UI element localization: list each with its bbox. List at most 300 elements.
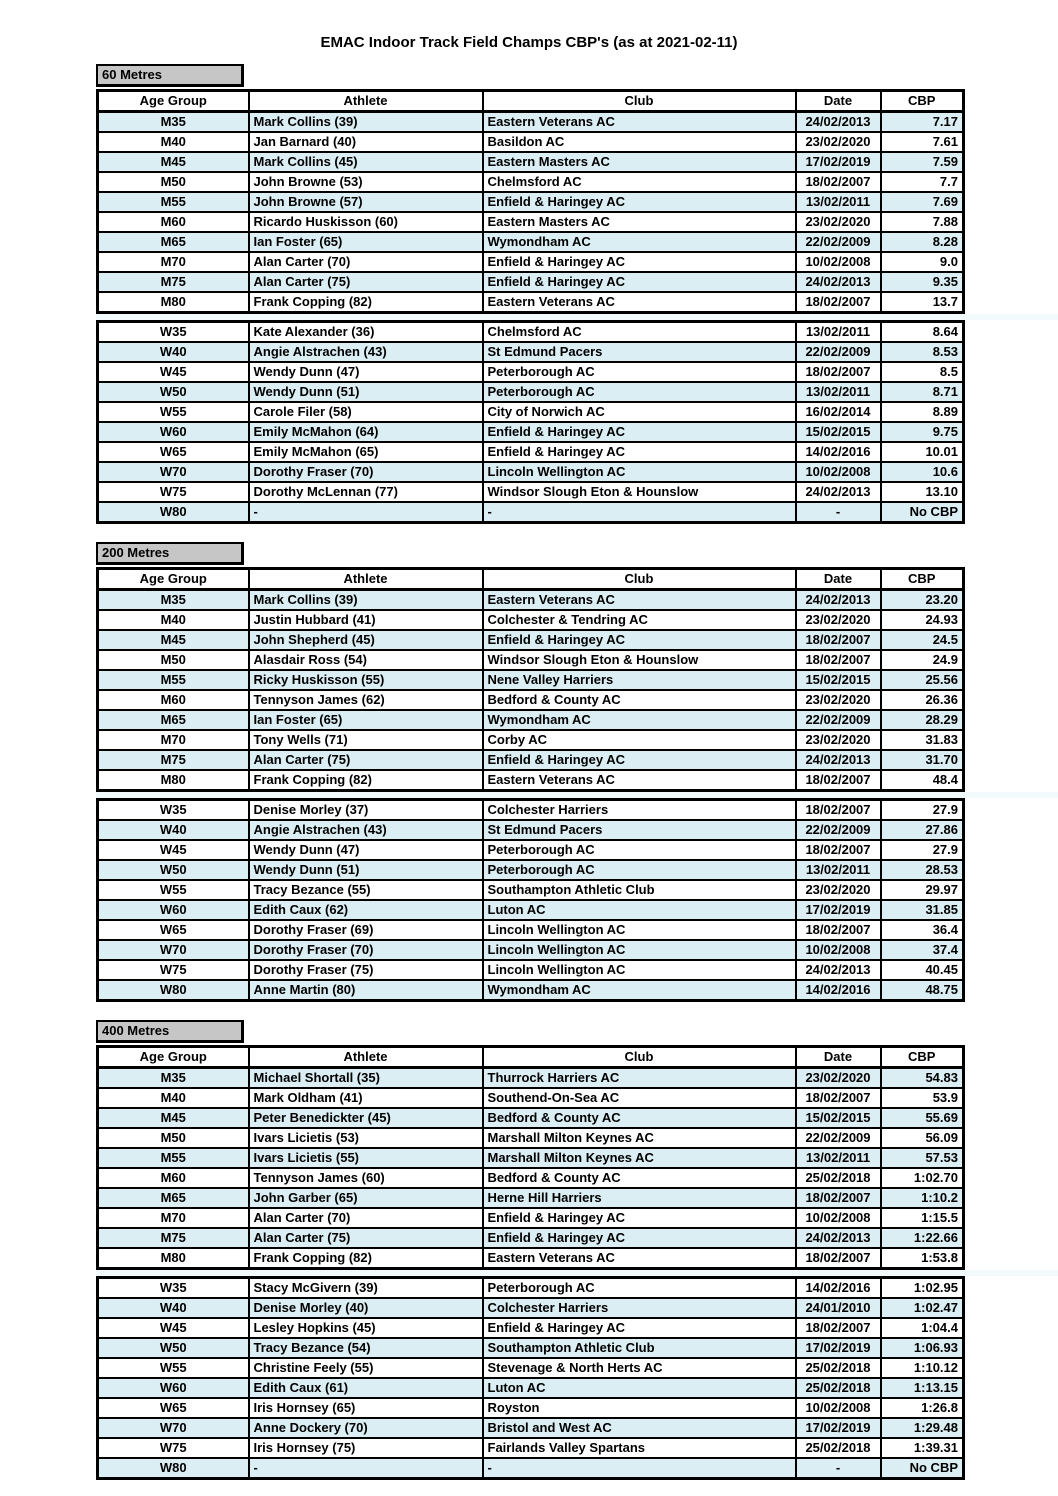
date-cell: 13/02/2011 (796, 382, 881, 402)
date-cell: 17/02/2019 (796, 1338, 881, 1358)
club-cell: Royston (483, 1398, 796, 1418)
date-cell: 23/02/2020 (796, 132, 881, 152)
cbp-cell: 56.09 (881, 1128, 964, 1148)
cbp-cell: 9.75 (881, 422, 964, 442)
club-cell: Colchester Harriers (483, 800, 796, 821)
table-row (98, 442, 964, 462)
athlete-cell: - (249, 1458, 483, 1479)
cbp-cell: 8.64 (881, 322, 964, 343)
table-row (98, 880, 964, 900)
cbp-cell: No CBP (881, 502, 964, 523)
date-cell: 23/02/2020 (796, 1068, 881, 1089)
men-records-table (96, 89, 965, 314)
age-group-cell: W60 (98, 1378, 249, 1398)
date-cell: 18/02/2007 (796, 650, 881, 670)
table-row (98, 1358, 964, 1378)
table-row (98, 610, 964, 630)
cbp-cell: 7.59 (881, 152, 964, 172)
athlete-cell: Denise Morley (37) (249, 800, 483, 821)
club-cell: Lincoln Wellington AC (483, 960, 796, 980)
cbp-cell: 25.56 (881, 670, 964, 690)
cbp-cell: 27.9 (881, 840, 964, 860)
cbp-cell: 24.5 (881, 630, 964, 650)
cbp-cell: 7.61 (881, 132, 964, 152)
club-cell: Enfield & Haringey AC (483, 272, 796, 292)
athlete-cell: John Garber (65) (249, 1188, 483, 1208)
cbp-cell: 1:39.31 (881, 1438, 964, 1458)
date-cell: 14/02/2016 (796, 1278, 881, 1299)
table-row (98, 630, 964, 650)
date-cell: 18/02/2007 (796, 292, 881, 313)
club-cell: Enfield & Haringey AC (483, 442, 796, 462)
date-cell: 15/02/2015 (796, 1108, 881, 1128)
table-row (98, 960, 964, 980)
date-cell: 10/02/2008 (796, 1398, 881, 1418)
cbp-cell: 31.83 (881, 730, 964, 750)
cbp-cell: 1:10.2 (881, 1188, 964, 1208)
club-cell: Bristol and West AC (483, 1418, 796, 1438)
date-cell: - (796, 1458, 881, 1479)
cbp-cell: 7.7 (881, 172, 964, 192)
club-cell: - (483, 502, 796, 523)
table-row (98, 112, 964, 133)
age-group-cell: W75 (98, 482, 249, 502)
age-group-cell: M35 (98, 1068, 249, 1089)
age-group-cell: W75 (98, 1438, 249, 1458)
cbp-cell: 1:53.8 (881, 1248, 964, 1269)
club-cell: Fairlands Valley Spartans (483, 1438, 796, 1458)
athlete-cell: Tennyson James (60) (249, 1168, 483, 1188)
date-cell: 24/02/2013 (796, 590, 881, 611)
cbp-cell: 1:02.70 (881, 1168, 964, 1188)
club-cell: Chelmsford AC (483, 172, 796, 192)
club-cell: Eastern Veterans AC (483, 292, 796, 313)
club-cell: Wymondham AC (483, 710, 796, 730)
cbp-cell: 48.75 (881, 980, 964, 1001)
age-group-cell: M60 (98, 690, 249, 710)
date-cell: 24/02/2013 (796, 272, 881, 292)
table-row (98, 770, 964, 791)
club-cell: Stevenage & North Herts AC (483, 1358, 796, 1378)
date-cell: 18/02/2007 (796, 770, 881, 791)
date-cell: 22/02/2009 (796, 232, 881, 252)
date-cell: 23/02/2020 (796, 690, 881, 710)
athlete-cell: Tennyson James (62) (249, 690, 483, 710)
cbp-cell: 27.9 (881, 800, 964, 821)
athlete-cell: Alan Carter (75) (249, 272, 483, 292)
age-group-cell: W70 (98, 940, 249, 960)
date-cell: 25/02/2018 (796, 1438, 881, 1458)
date-cell: 17/02/2019 (796, 152, 881, 172)
club-cell: Eastern Veterans AC (483, 112, 796, 133)
table-row (98, 462, 964, 482)
cbp-cell: 1:10.12 (881, 1358, 964, 1378)
athlete-cell: Kate Alexander (36) (249, 322, 483, 343)
event-section (96, 1020, 1058, 1480)
women-records-table (96, 798, 965, 1002)
table-row (98, 402, 964, 422)
age-group-cell: W65 (98, 920, 249, 940)
table-row (98, 382, 964, 402)
club-cell: Luton AC (483, 1378, 796, 1398)
athlete-cell: Tony Wells (71) (249, 730, 483, 750)
table-row (98, 172, 964, 192)
club-cell: Eastern Veterans AC (483, 1248, 796, 1269)
date-cell: 25/02/2018 (796, 1358, 881, 1378)
date-cell: 18/02/2007 (796, 1188, 881, 1208)
age-group-cell: W40 (98, 1298, 249, 1318)
date-cell: 14/02/2016 (796, 980, 881, 1001)
cbp-cell: 24.93 (881, 610, 964, 630)
table-row (98, 152, 964, 172)
cbp-cell: 40.45 (881, 960, 964, 980)
column-header: Age Group (98, 569, 249, 590)
club-cell: Marshall Milton Keynes AC (483, 1148, 796, 1168)
athlete-cell: Dorothy Fraser (69) (249, 920, 483, 940)
table-row (98, 820, 964, 840)
cbp-cell: 1:02.47 (881, 1298, 964, 1318)
club-cell: Bedford & County AC (483, 1168, 796, 1188)
club-cell: Marshall Milton Keynes AC (483, 1128, 796, 1148)
club-cell: Southampton Athletic Club (483, 1338, 796, 1358)
cbp-cell: 28.53 (881, 860, 964, 880)
age-group-cell: W40 (98, 820, 249, 840)
athlete-cell: Jan Barnard (40) (249, 132, 483, 152)
club-cell: Enfield & Haringey AC (483, 1318, 796, 1338)
club-cell: Windsor Slough Eton & Hounslow (483, 482, 796, 502)
table-row (98, 362, 964, 382)
age-group-cell: M55 (98, 670, 249, 690)
table-row (98, 670, 964, 690)
table-row (98, 1228, 964, 1248)
cbp-cell: 54.83 (881, 1068, 964, 1089)
athlete-cell: Wendy Dunn (47) (249, 840, 483, 860)
age-group-cell: M45 (98, 1108, 249, 1128)
table-row (98, 1318, 964, 1338)
club-cell: Peterborough AC (483, 840, 796, 860)
cbp-cell: 29.97 (881, 880, 964, 900)
date-cell: 10/02/2008 (796, 940, 881, 960)
club-cell: Eastern Masters AC (483, 152, 796, 172)
club-cell: Enfield & Haringey AC (483, 750, 796, 770)
club-cell: City of Norwich AC (483, 402, 796, 422)
cbp-cell: 31.85 (881, 900, 964, 920)
table-row (98, 272, 964, 292)
athlete-cell: John Browne (53) (249, 172, 483, 192)
age-group-cell: M55 (98, 192, 249, 212)
cbp-cell: 27.86 (881, 820, 964, 840)
age-group-cell: W35 (98, 1278, 249, 1299)
table-row (98, 710, 964, 730)
club-cell: Eastern Masters AC (483, 212, 796, 232)
age-group-cell: M80 (98, 1248, 249, 1269)
column-header: CBP (881, 569, 964, 590)
date-cell: 23/02/2020 (796, 880, 881, 900)
athlete-cell: Wendy Dunn (51) (249, 860, 483, 880)
club-cell: Enfield & Haringey AC (483, 192, 796, 212)
cbp-cell: 55.69 (881, 1108, 964, 1128)
table-row (98, 750, 964, 770)
table-row (98, 1068, 964, 1089)
cbp-cell: 8.89 (881, 402, 964, 422)
club-cell: Lincoln Wellington AC (483, 920, 796, 940)
table-row (98, 292, 964, 313)
date-cell: 24/02/2013 (796, 482, 881, 502)
age-group-cell: M75 (98, 1228, 249, 1248)
age-group-cell: W80 (98, 1458, 249, 1479)
cbp-cell: 53.9 (881, 1088, 964, 1108)
age-group-cell: M40 (98, 1088, 249, 1108)
column-header: Athlete (249, 1047, 483, 1068)
club-cell: Wymondham AC (483, 980, 796, 1001)
table-row (98, 482, 964, 502)
cbp-cell: 9.35 (881, 272, 964, 292)
athlete-cell: Edith Caux (62) (249, 900, 483, 920)
table-row (98, 132, 964, 152)
column-header: Club (483, 569, 796, 590)
date-cell: 24/02/2013 (796, 750, 881, 770)
column-header: Age Group (98, 91, 249, 112)
age-group-cell: M70 (98, 252, 249, 272)
table-row (98, 1128, 964, 1148)
cbp-cell: 28.29 (881, 710, 964, 730)
table-row (98, 232, 964, 252)
cbp-cell: 7.17 (881, 112, 964, 133)
cbp-cell: 1:29.48 (881, 1418, 964, 1438)
cbp-cell: 10.6 (881, 462, 964, 482)
table-row (98, 1438, 964, 1458)
date-cell: 13/02/2011 (796, 322, 881, 343)
table-row (98, 422, 964, 442)
date-cell: 22/02/2009 (796, 820, 881, 840)
athlete-cell: Denise Morley (40) (249, 1298, 483, 1318)
date-cell: 18/02/2007 (796, 362, 881, 382)
age-group-cell: W80 (98, 980, 249, 1001)
age-group-cell: M65 (98, 710, 249, 730)
club-cell: Wymondham AC (483, 232, 796, 252)
age-group-cell: M40 (98, 132, 249, 152)
cbp-cell: 7.69 (881, 192, 964, 212)
table-row (98, 860, 964, 880)
age-group-cell: M35 (98, 590, 249, 611)
cbp-cell: No CBP (881, 1458, 964, 1479)
date-cell: 10/02/2008 (796, 252, 881, 272)
column-header: CBP (881, 91, 964, 112)
athlete-cell: Ian Foster (65) (249, 232, 483, 252)
age-group-cell: M55 (98, 1148, 249, 1168)
cbp-cell: 57.53 (881, 1148, 964, 1168)
age-group-cell: M65 (98, 1188, 249, 1208)
athlete-cell: Peter Benedickter (45) (249, 1108, 483, 1128)
athlete-cell: Angie Alstrachen (43) (249, 342, 483, 362)
age-group-cell: M45 (98, 630, 249, 650)
age-group-cell: M50 (98, 1128, 249, 1148)
club-cell: St Edmund Pacers (483, 342, 796, 362)
column-header: Athlete (249, 91, 483, 112)
date-cell: 23/02/2020 (796, 212, 881, 232)
athlete-cell: Mark Collins (45) (249, 152, 483, 172)
header-row (98, 1047, 964, 1068)
date-cell: 18/02/2007 (796, 840, 881, 860)
table-row (98, 1458, 964, 1479)
cbp-cell: 36.4 (881, 920, 964, 940)
athlete-cell: Dorothy McLennan (77) (249, 482, 483, 502)
athlete-cell: Lesley Hopkins (45) (249, 1318, 483, 1338)
club-cell: Lincoln Wellington AC (483, 462, 796, 482)
table-row (98, 730, 964, 750)
table-row (98, 1418, 964, 1438)
column-header: CBP (881, 1047, 964, 1068)
age-group-cell: W65 (98, 1398, 249, 1418)
date-cell: 18/02/2007 (796, 1088, 881, 1108)
cbp-cell: 37.4 (881, 940, 964, 960)
section-title: 200 Metres (96, 542, 244, 565)
table-row (98, 920, 964, 940)
athlete-cell: Ivars Licietis (53) (249, 1128, 483, 1148)
cbp-cell: 9.0 (881, 252, 964, 272)
table-row (98, 1208, 964, 1228)
table-row (98, 1168, 964, 1188)
date-cell: 15/02/2015 (796, 422, 881, 442)
table-row (98, 1248, 964, 1269)
cbp-cell: 31.70 (881, 750, 964, 770)
cbp-cell: 24.9 (881, 650, 964, 670)
age-group-cell: W35 (98, 800, 249, 821)
age-group-cell: W55 (98, 402, 249, 422)
cbp-cell: 1:13.15 (881, 1378, 964, 1398)
table-row (98, 840, 964, 860)
age-group-cell: W35 (98, 322, 249, 343)
table-row (98, 192, 964, 212)
age-group-cell: W50 (98, 382, 249, 402)
date-cell: 18/02/2007 (796, 920, 881, 940)
date-cell: 18/02/2007 (796, 630, 881, 650)
club-cell: Windsor Slough Eton & Hounslow (483, 650, 796, 670)
club-cell: Bedford & County AC (483, 690, 796, 710)
club-cell: Basildon AC (483, 132, 796, 152)
header-row (98, 569, 964, 590)
cbp-cell: 26.36 (881, 690, 964, 710)
age-group-cell: M60 (98, 212, 249, 232)
age-group-cell: W50 (98, 860, 249, 880)
cbp-cell: 10.01 (881, 442, 964, 462)
athlete-cell: Dorothy Fraser (75) (249, 960, 483, 980)
club-cell: - (483, 1458, 796, 1479)
date-cell: 17/02/2019 (796, 1418, 881, 1438)
athlete-cell: Michael Shortall (35) (249, 1068, 483, 1089)
athlete-cell: Justin Hubbard (41) (249, 610, 483, 630)
club-cell: Peterborough AC (483, 382, 796, 402)
club-cell: Luton AC (483, 900, 796, 920)
club-cell: Peterborough AC (483, 1278, 796, 1299)
athlete-cell: Mark Collins (39) (249, 112, 483, 133)
age-group-cell: M40 (98, 610, 249, 630)
column-header: Date (796, 91, 881, 112)
age-group-cell: W40 (98, 342, 249, 362)
athlete-cell: Frank Copping (82) (249, 292, 483, 313)
table-row (98, 1298, 964, 1318)
table-row (98, 1108, 964, 1128)
age-group-cell: M70 (98, 730, 249, 750)
age-group-cell: W70 (98, 462, 249, 482)
date-cell: 24/02/2013 (796, 960, 881, 980)
age-group-cell: W55 (98, 1358, 249, 1378)
age-group-cell: W60 (98, 900, 249, 920)
athlete-cell: John Browne (57) (249, 192, 483, 212)
athlete-cell: Alan Carter (70) (249, 1208, 483, 1228)
athlete-cell: Mark Oldham (41) (249, 1088, 483, 1108)
table-row (98, 1338, 964, 1358)
club-cell: Enfield & Haringey AC (483, 1228, 796, 1248)
club-cell: Bedford & County AC (483, 1108, 796, 1128)
date-cell: 13/02/2011 (796, 1148, 881, 1168)
cbp-cell: 8.28 (881, 232, 964, 252)
date-cell: 17/02/2019 (796, 900, 881, 920)
club-cell: Herne Hill Harriers (483, 1188, 796, 1208)
column-header: Date (796, 569, 881, 590)
age-group-cell: M60 (98, 1168, 249, 1188)
cbp-cell: 1:15.5 (881, 1208, 964, 1228)
athlete-cell: Tracy Bezance (55) (249, 880, 483, 900)
athlete-cell: Emily McMahon (65) (249, 442, 483, 462)
athlete-cell: Alan Carter (75) (249, 750, 483, 770)
athlete-cell: Christine Feely (55) (249, 1358, 483, 1378)
athlete-cell: Ricky Huskisson (55) (249, 670, 483, 690)
section-title: 400 Metres (96, 1020, 244, 1043)
cbp-cell: 13.7 (881, 292, 964, 313)
athlete-cell: Iris Hornsey (65) (249, 1398, 483, 1418)
date-cell: 23/02/2020 (796, 730, 881, 750)
date-cell: 13/02/2011 (796, 192, 881, 212)
age-group-cell: W70 (98, 1418, 249, 1438)
event-section (96, 542, 1058, 1002)
women-records-table (96, 320, 965, 524)
athlete-cell: Tracy Bezance (54) (249, 1338, 483, 1358)
date-cell: 24/02/2013 (796, 112, 881, 133)
date-cell: 15/02/2015 (796, 670, 881, 690)
athlete-cell: Stacy McGivern (39) (249, 1278, 483, 1299)
athlete-cell: Wendy Dunn (47) (249, 362, 483, 382)
table-row (98, 342, 964, 362)
age-group-cell: W60 (98, 422, 249, 442)
club-cell: Corby AC (483, 730, 796, 750)
cbp-cell: 1:04.4 (881, 1318, 964, 1338)
athlete-cell: Ian Foster (65) (249, 710, 483, 730)
age-group-cell: M65 (98, 232, 249, 252)
club-cell: Colchester & Tendring AC (483, 610, 796, 630)
men-records-table (96, 1045, 965, 1270)
date-cell: - (796, 502, 881, 523)
age-group-cell: W65 (98, 442, 249, 462)
cbp-cell: 1:22.66 (881, 1228, 964, 1248)
club-cell: Enfield & Haringey AC (483, 252, 796, 272)
age-group-cell: M50 (98, 172, 249, 192)
section-title: 60 Metres (96, 64, 244, 87)
cbp-cell: 8.5 (881, 362, 964, 382)
cbp-cell: 1:06.93 (881, 1338, 964, 1358)
date-cell: 10/02/2008 (796, 462, 881, 482)
header-row (98, 91, 964, 112)
page-title: EMAC Indoor Track Field Champs CBP's (as at 2021-02-11) (320, 34, 738, 51)
table-row (98, 650, 964, 670)
athlete-cell: Mark Collins (39) (249, 590, 483, 611)
date-cell: 18/02/2007 (796, 1318, 881, 1338)
age-group-cell: M75 (98, 750, 249, 770)
table-row (98, 1088, 964, 1108)
athlete-cell: - (249, 502, 483, 523)
table-row (98, 900, 964, 920)
date-cell: 10/02/2008 (796, 1208, 881, 1228)
